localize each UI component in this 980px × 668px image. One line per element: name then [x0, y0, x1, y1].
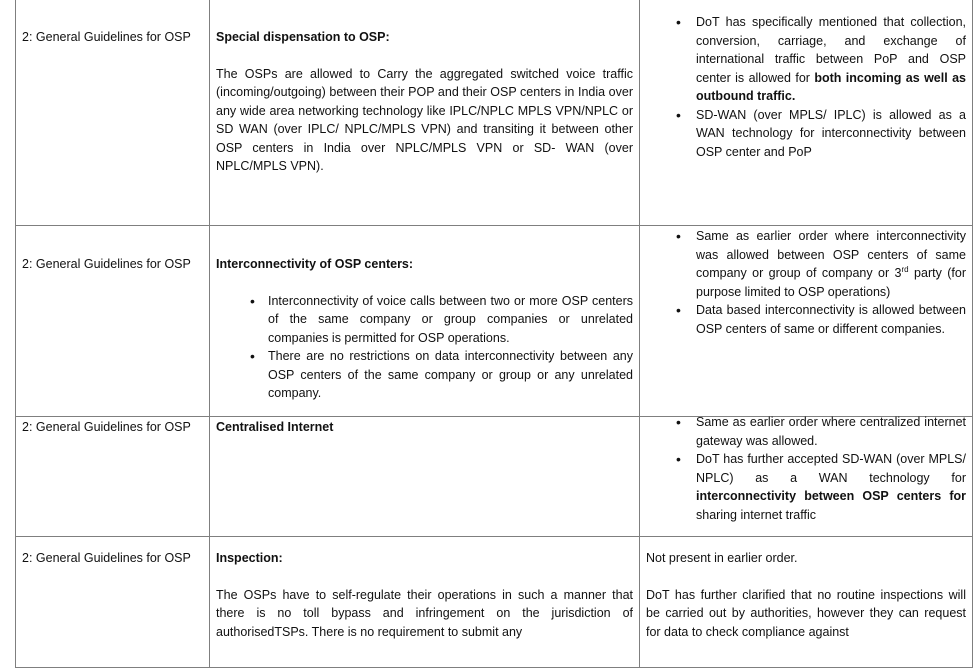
- section-label: 2: General Guidelines for OSP: [22, 257, 191, 271]
- provision-title: Inspection:: [216, 551, 283, 565]
- superscript: rd: [901, 264, 909, 274]
- provision-cell: [210, 0, 640, 226]
- provision-paragraph: The OSPs have to self-regulate their operations in such a manner that there is no toll bypass and infringement on the jurisdiction of authorisedTSPs. There is no requirement to submit any: [216, 587, 633, 639]
- bullet-text: party (for purpose limited to OSP operations): [696, 266, 966, 299]
- section-label: 2: General Guidelines for OSP: [22, 420, 191, 434]
- comparison-cell: [640, 537, 973, 668]
- comparison-list: [668, 227, 966, 338]
- table-row: [16, 417, 973, 537]
- provision-title: Special dispensation to OSP:: [216, 30, 390, 44]
- table-row: [16, 0, 973, 226]
- bullet-bold-text: interconnectivity between OSP centers for: [696, 489, 966, 503]
- list-item: • Interconnectivity of voice calls between two or more OSP centers of the same company or group companies or unrelated companies is permitted for OSP operations.: [238, 292, 633, 348]
- comparison-list: [668, 13, 966, 161]
- bullet-text: DoT has specifically mentioned that collection, conversion, carriage, and exchange of international traffic between PoP and OSP center is allowed for: [696, 15, 966, 85]
- section-cell: [16, 417, 210, 537]
- list-item: [668, 227, 966, 301]
- list-item: [668, 413, 966, 450]
- provision-title: Centralised Internet: [216, 420, 334, 434]
- bullet-bold-text: both incoming as well as outbound traffic.: [696, 70, 966, 103]
- bullet-text: SD-WAN (over MPLS/ IPLC) is allowed as a WAN technology for interconnectivity between OSP center and PoP: [696, 107, 966, 159]
- list-item: [668, 450, 966, 524]
- table-row: [16, 226, 973, 417]
- provision-title: Interconnectivity of OSP centers:: [216, 257, 414, 271]
- comparison-paragraph: DoT has further clarified that no routine inspections will be carried out by authorities, however they can request for data to check compliance against: [646, 587, 966, 639]
- section-label: 2: General Guidelines for OSP: [22, 551, 191, 565]
- section-cell: [16, 537, 210, 668]
- provision-list: [216, 292, 633, 403]
- list-item: [668, 106, 966, 162]
- bullet-text: sharing internet traffic: [696, 507, 816, 522]
- section-label: 2: General Guidelines for OSP: [22, 30, 191, 44]
- bullet-text: Same as earlier order where centralized internet gateway was allowed.: [696, 415, 966, 448]
- section-cell: [16, 226, 210, 417]
- comparison-note: Not present in earlier order.: [646, 551, 798, 565]
- comparison-cell: [640, 0, 973, 226]
- guidelines-table: [15, 0, 973, 668]
- section-cell: [16, 0, 210, 226]
- comparison-cell: [640, 417, 973, 537]
- comparison-list: [668, 413, 966, 524]
- bullet-text: Data based interconnectivity is allowed between OSP centers of same or different companies.: [696, 303, 966, 336]
- list-item: • There are no restrictions on data interconnectivity between any OSP centers of the same company or group or any unrelated company.: [238, 347, 633, 403]
- provision-cell: [210, 417, 640, 537]
- comparison-cell: [640, 226, 973, 417]
- provision-paragraph: The OSPs are allowed to Carry the aggregated switched voice traffic (incoming/outgoing) between their POP and their OSP centers in India over any wide area networking technology like IPLC/NPLC MPLS VPN/NPLC or SD WAN (over IPLC/ NPLC/MPLS VPN) and transiting it between other OSP centers in India over NPLC/MPLS VPN or SD- WAN (over NPLC/MPLS VPN).: [216, 66, 633, 173]
- provision-cell: [210, 226, 640, 417]
- table-row: [16, 537, 973, 668]
- provision-cell: [210, 537, 640, 668]
- bullet-text: Same as earlier order where interconnectivity was allowed between OSP centers of same company or group of company or 3: [696, 229, 966, 280]
- bullet-text: DoT has further accepted SD-WAN (over MPLS/ NPLC) as a WAN technology for: [696, 452, 966, 485]
- list-item: [668, 301, 966, 338]
- list-item: [668, 13, 966, 106]
